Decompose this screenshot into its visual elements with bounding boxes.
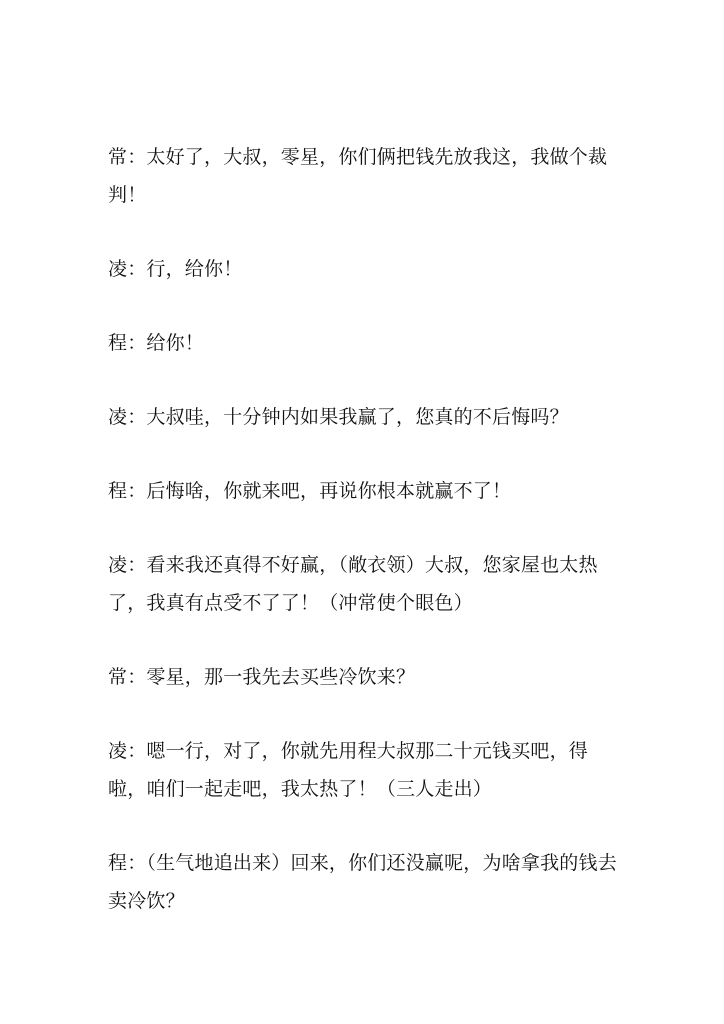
dialogue-line: 凌：大叔哇，十分钟内如果我赢了，您真的不后悔吗？ xyxy=(108,406,569,428)
dialogue-line: 程：（生气地追出来）回来，你们还没赢呢，为啥拿我的钱去卖冷饮？ xyxy=(108,852,617,912)
dialogue-line: 凌：看来我还真得不好赢，（敞衣领）大叔，您家屋也太热了，我真有点受不了了！（冲常使个眼色） xyxy=(108,554,598,614)
dialogue-line: 凌：行，给你！ xyxy=(108,258,243,280)
dialogue-line: 程：后悔啥，你就来吧，再说你根本就赢不了！ xyxy=(108,480,512,502)
dialogue-line: 程：给你！ xyxy=(108,332,205,354)
dialogue-line: 常：太好了，大叔，零星，你们俩把钱先放我这，我做个裁判！ xyxy=(108,146,608,206)
dialogue-line: 凌：嗯一行，对了，你就先用程大叔那二十元钱买吧，得啦，咱们一起走吧，我太热了！（三人走出） xyxy=(108,740,589,800)
dialogue-line: 常：零星，那一我先去买些冷饮来？ xyxy=(108,666,416,688)
